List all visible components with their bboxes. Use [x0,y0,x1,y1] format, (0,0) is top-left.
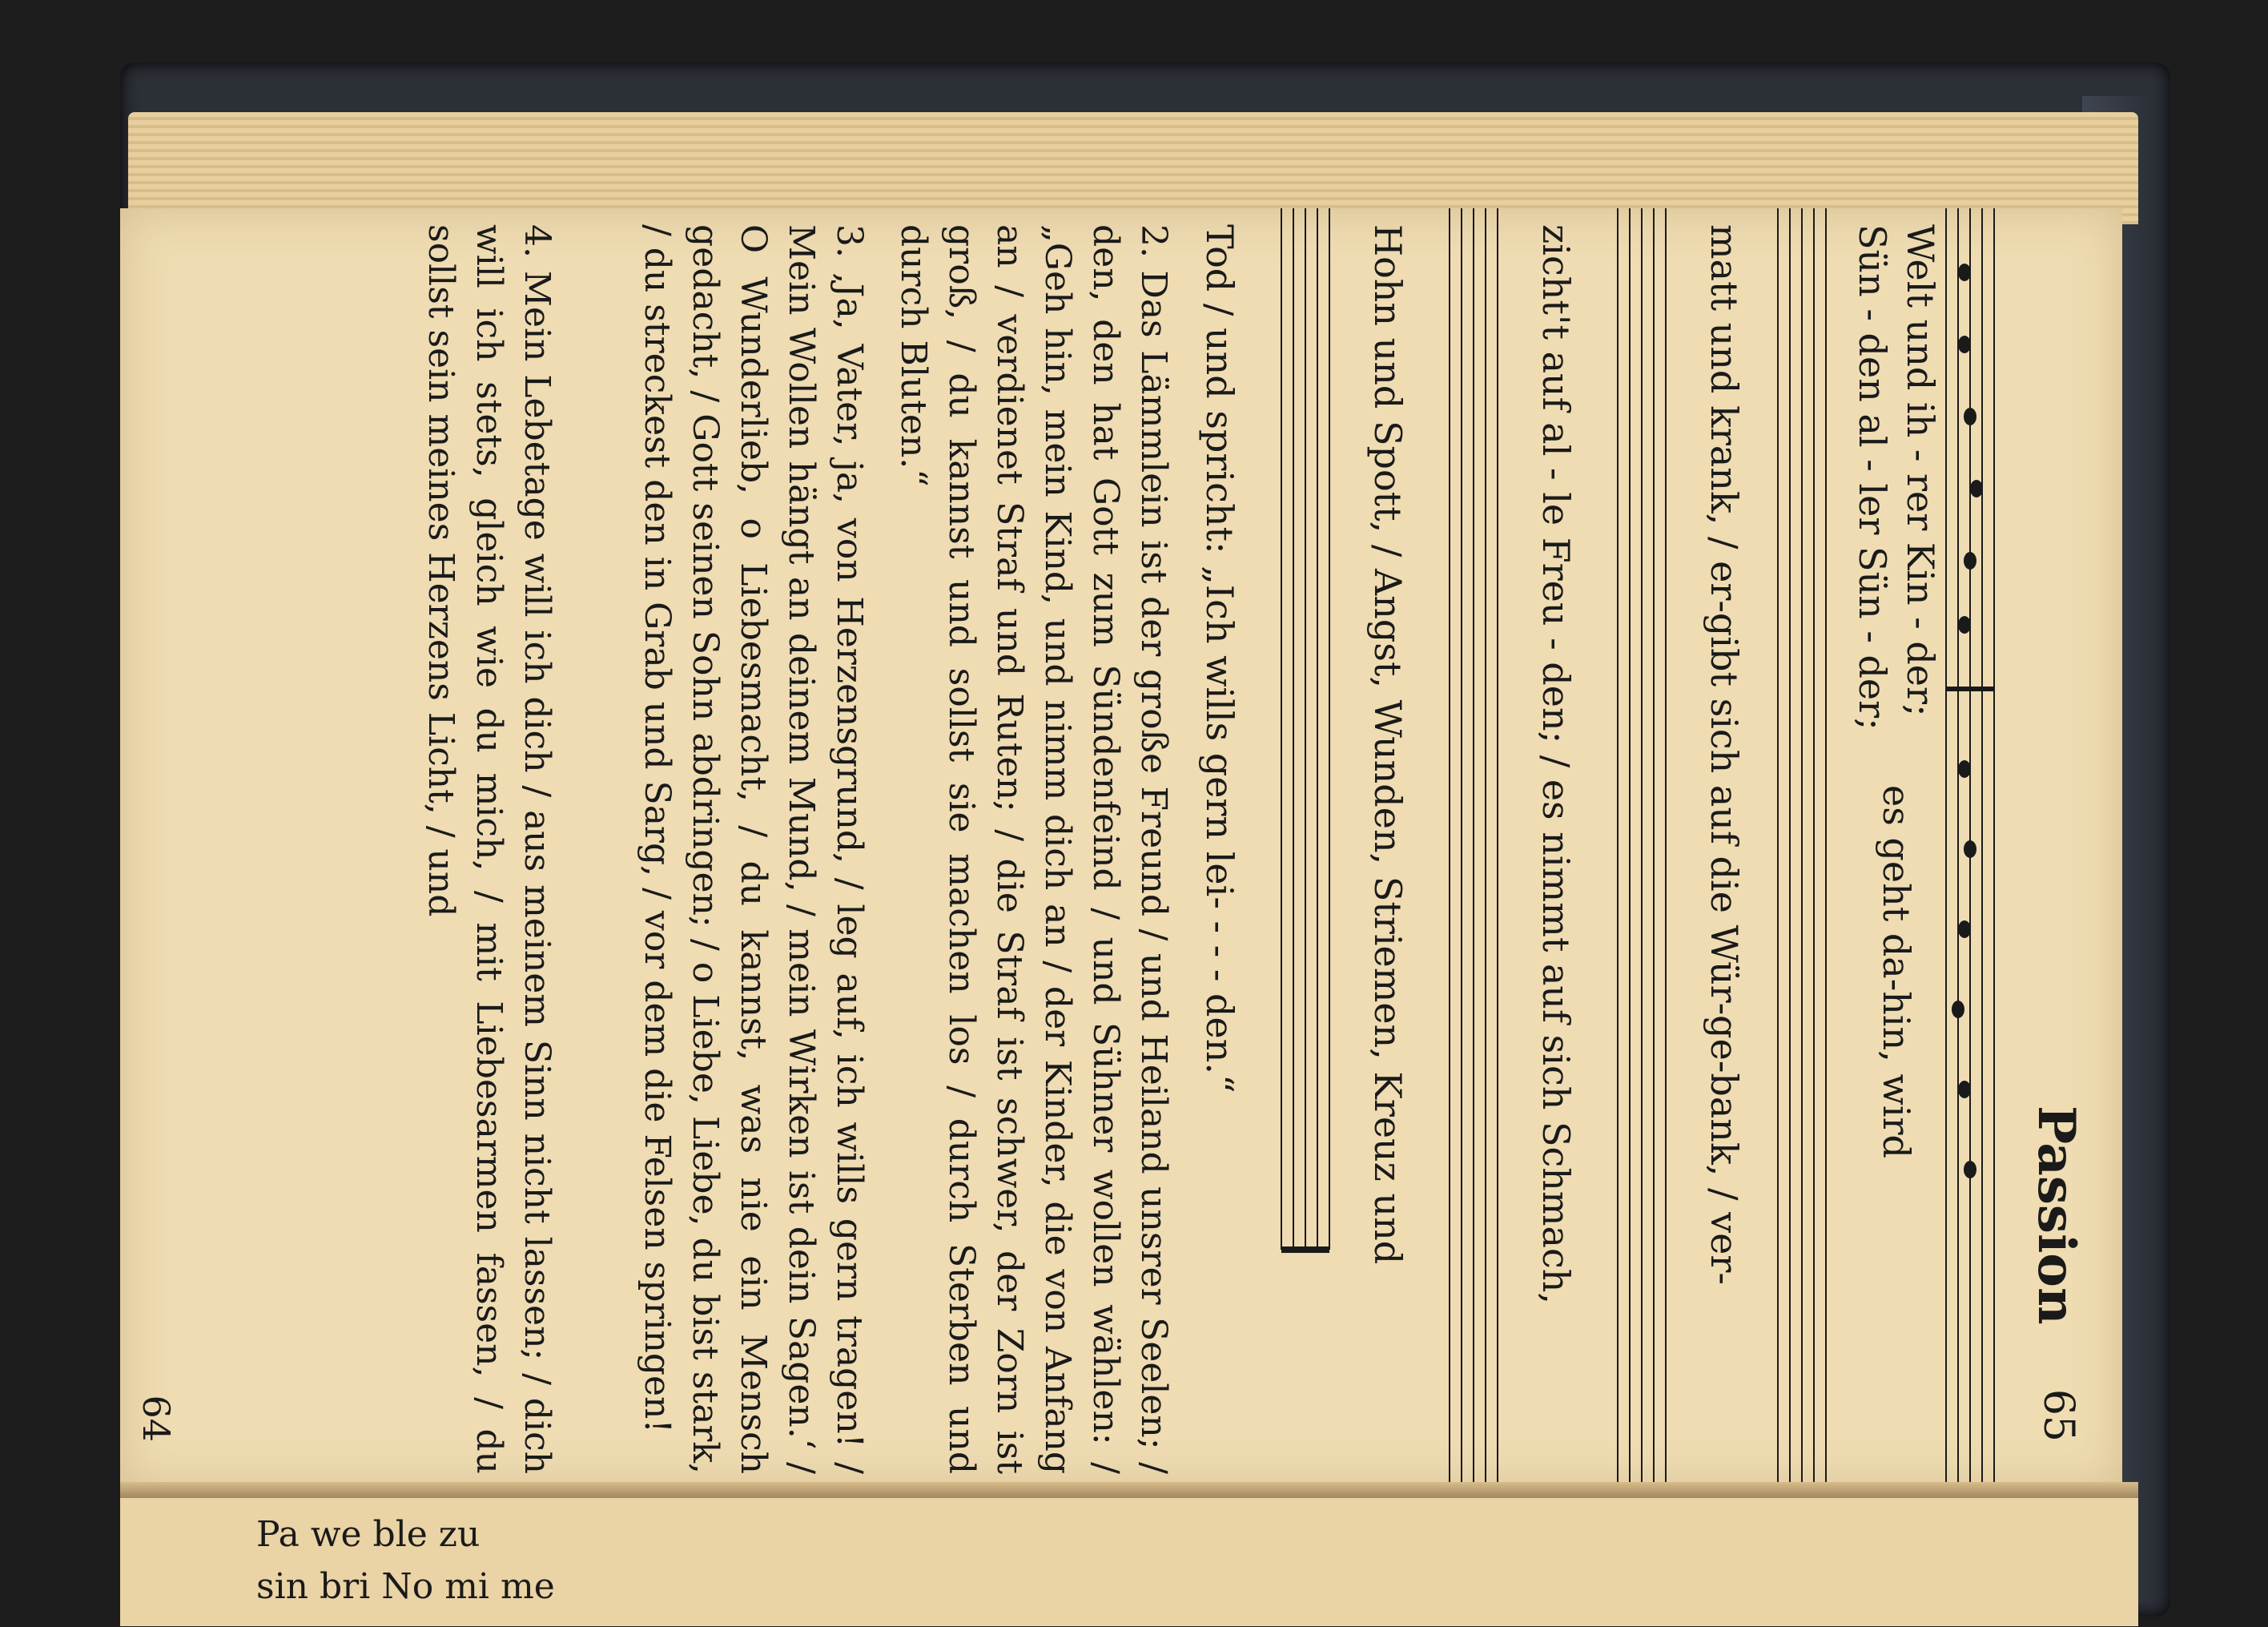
lyric-system2: matt und krank, / er-gibt sich auf die Wür-ge-bank, / ver- [1703,224,1746,1285]
lyric-system1-line2: Sün - den al - ler Sün - der; [1851,224,1894,731]
verse-3-number: 3. [829,224,870,258]
page-gutter [120,1482,2138,1500]
lyric-system4: Hohn und Spott, / Angst, Wunden, Striemen, Kreuz und [1366,224,1409,1265]
next-page-fragment-2: sin bri No mi me [256,1566,555,1607]
lyric-system5: Tod / und spricht: „Ich wills gern lei- - - - den.“ [1198,224,1241,1093]
verse-2 [889,224,1177,1474]
verse-4-number: 4. [517,224,557,258]
music-staff-5 [1241,208,1353,1490]
next-page-fragment-1: Pa we ble zu [256,1514,481,1555]
next-page [120,1498,2138,1626]
verse-4-text: Mein Lebetage will ich dich / aus meinem Sinn nicht lassen; / dich will ich stets, gleich wie du mich, / mit Liebesarmen fassen, / du sollst sein meines Herzens Licht, / und [420,224,557,1474]
rotated-page-content [120,208,2122,1490]
music-staff-3 [1578,208,1690,1490]
lyric-system1-tail: es geht da-hin, wird [1875,785,1918,1158]
verse-3 [633,224,873,1474]
music-staff-4 [1409,208,1522,1490]
lyric-system1-line1: Welt und ih - rer Kin - der; [1899,224,1942,717]
verse-2-number: 2. [1133,224,1174,258]
page-number-bottom: 64 [135,1395,178,1442]
lyric-system3: zicht't auf al - le Freu - den; / es nimmt auf sich Schmach, [1534,224,1578,1304]
verse-2-text: Das Lämmlein ist der große Freund / und Heiland unsrer Seelen; / den, den hat Gott zum Sündenfeind / und Sühner wollen wählen: / „Geh hin, mein Kind, und nimm dich an / der Kinder, die von Anfang an / verdienet Straf und Ruten; / die Straf ist schwer, der Zorn ist groß, / du kannst und sollst sie machen los / durch Sterben und durch Bluten.“ [893,224,1174,1474]
page-number-top: 65 [2034,1388,2082,1442]
music-staff-2 [1738,208,1850,1490]
page-edges [128,112,2138,224]
verse-3-text: ‚Ja, Vater, ja, von Herzensgrund, / leg auf, ich wills gern tragen! / Mein Wollen hängt an deinem Mund, / mein Wirken ist dein Sagen.‘ / O Wunderlieb, o Liebesmacht, / du kannst, was nie ein Mensch gedacht, / Gott seinen Sohn abdringen; / o Liebe, Liebe, du bist stark, / du streckest den in Grab und Sarg, / vor dem die Felsen springen! [637,224,870,1474]
verse-4 [416,224,561,1474]
book-page [120,208,2122,1490]
page-title: Passion [2026,1105,2086,1325]
